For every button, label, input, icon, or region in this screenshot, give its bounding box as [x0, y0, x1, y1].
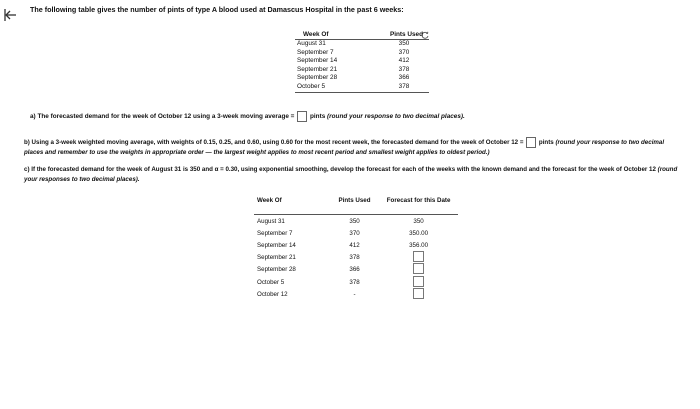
question-a-hint: (round your response to two decimal places).	[327, 113, 465, 121]
week-cell: September 14	[257, 241, 296, 249]
question-a-unit: pints	[309, 113, 326, 121]
table-row	[254, 239, 458, 251]
forecast-cell: 350.00	[409, 229, 429, 237]
table-row	[254, 264, 458, 276]
exponential-smoothing-table	[254, 195, 458, 300]
table-row	[254, 215, 458, 227]
question-b-unit: pints	[538, 139, 554, 147]
week-cell: September 28	[297, 74, 338, 82]
week-cell: September 21	[297, 65, 338, 73]
week-cell: October 5	[257, 278, 285, 286]
table-header	[295, 31, 429, 40]
forecast-input[interactable]	[413, 276, 424, 287]
question-a-text: a) The forecasted demand for the week of October 12 using a 3-week moving average =	[30, 113, 295, 121]
pints-cell: 350	[398, 40, 410, 47]
week-cell: August 31	[297, 40, 326, 47]
table-row	[254, 276, 458, 288]
week-cell: September 14	[297, 57, 338, 65]
forecast-input-cell	[379, 251, 458, 264]
pints-cell: 366	[349, 266, 360, 274]
pints-cell: 370	[398, 48, 410, 56]
back-arrow-icon[interactable]	[2, 6, 20, 24]
question-c-text: c) If the forecasted demand for the week of August 31 is 350 and α = 0.30, using exponential smoothing, develop the forecast for each of the weeks with the known demand and the forecast for the week of October 12	[24, 166, 656, 173]
pints-cell: 366	[398, 74, 410, 82]
week-cell: October 5	[297, 82, 326, 90]
forecast-input[interactable]	[413, 263, 424, 274]
pints-cell: 378	[398, 65, 410, 73]
pints-cell: 412	[349, 241, 360, 249]
table-row	[254, 227, 458, 239]
forecast-input[interactable]	[413, 288, 424, 299]
question-b-hint: (round your response to two decimal places and remember to use the weights in appropriate order — the largest weight applies to most recent period and smallest weight applies to oldest period.)	[24, 139, 665, 156]
forecast-cell: 350	[413, 217, 424, 225]
blood-usage-table	[295, 31, 429, 93]
table-header	[254, 195, 458, 215]
week-cell: September 28	[257, 266, 296, 274]
pints-cell: 378	[398, 82, 410, 90]
forecast-cell: 356.00	[409, 241, 429, 249]
header-pints-used: Pints Used	[338, 197, 371, 204]
header-pints-used: Pints Used	[389, 31, 423, 38]
question-c	[24, 165, 684, 184]
table-row	[254, 252, 458, 264]
week-cell: September 21	[257, 254, 296, 262]
question-c-hint: (round your responses to two decimal places).	[24, 166, 678, 183]
forecast-input-cell	[379, 263, 458, 276]
week-cell: September 7	[257, 229, 293, 237]
forecast-input[interactable]	[413, 251, 424, 262]
forecast-input-cell	[379, 288, 458, 301]
header-forecast: Forecast for this Date	[386, 197, 451, 204]
pints-cell: -	[353, 290, 356, 298]
pints-cell: 378	[349, 278, 360, 286]
forecast-input-cell	[379, 276, 458, 289]
pints-cell: 378	[349, 254, 360, 262]
question-a	[30, 111, 465, 122]
intro-text: The following table gives the number of pints of type A blood used at Damascus Hospital in the past 6 weeks:	[30, 5, 404, 14]
week-cell: October 12	[257, 290, 288, 298]
table-row	[295, 74, 429, 83]
table-row	[295, 40, 429, 49]
table-row	[295, 66, 429, 75]
header-week-of: Week Of	[303, 31, 329, 38]
question-b-text: b) Using a 3-week weighted moving average, with weights of 0.15, 0.25, and 0.60, using 0.60 for the most recent week, the forecasted demand for the week of October 12 =	[24, 139, 524, 147]
pints-cell: 412	[398, 57, 410, 65]
week-cell: August 31	[257, 217, 285, 225]
week-cell: September 7	[297, 48, 334, 56]
answer-b-input[interactable]	[526, 137, 536, 148]
table-row	[295, 49, 429, 58]
table-row	[295, 83, 429, 93]
answer-a-input[interactable]	[297, 111, 307, 122]
header-week-of: Week Of	[257, 197, 282, 204]
question-b	[24, 137, 684, 158]
pints-cell: 350	[349, 217, 360, 225]
table-row	[295, 57, 429, 66]
pints-cell: 370	[349, 229, 360, 237]
table-row	[254, 288, 458, 300]
